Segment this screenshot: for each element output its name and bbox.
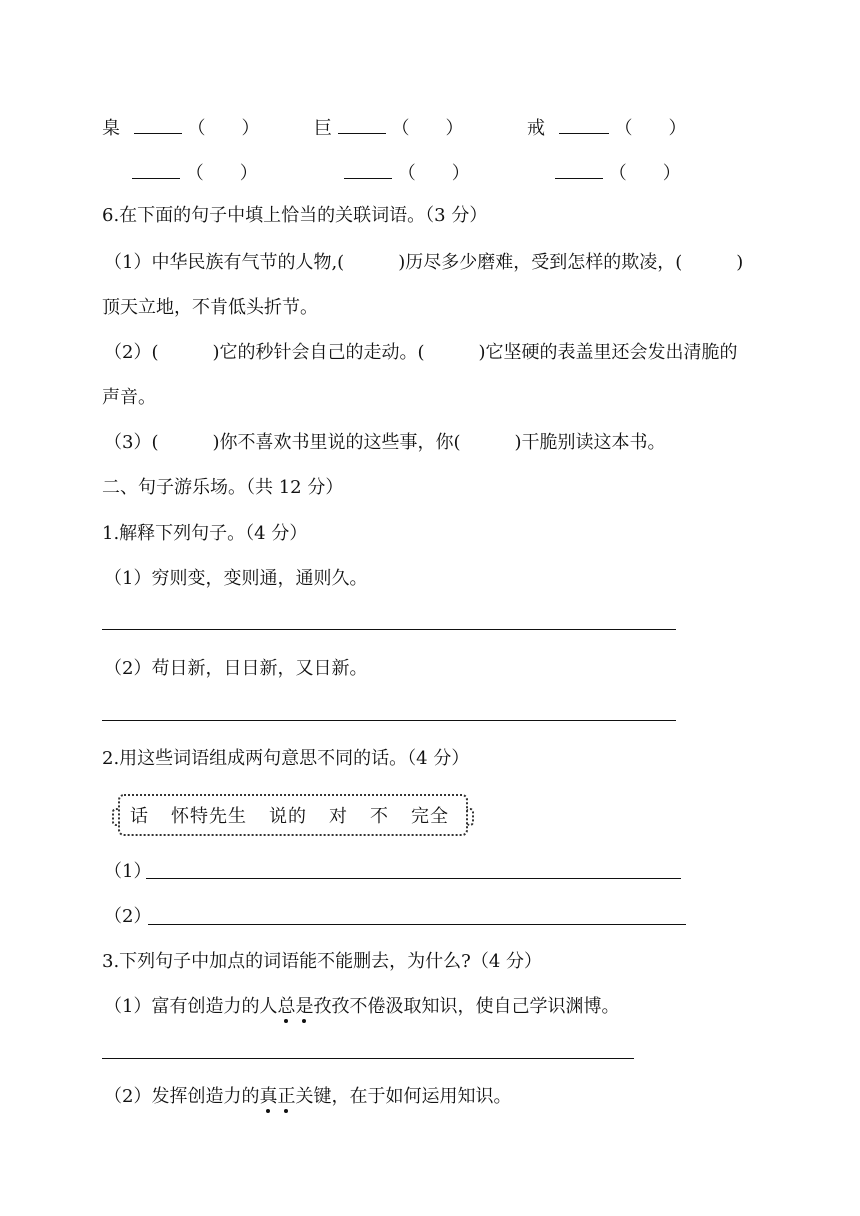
sentence-text: （1）富有创造力的人 xyxy=(104,996,278,1017)
question-3-sentence-1 xyxy=(104,995,619,1019)
answer-label-1: （1） xyxy=(104,861,152,882)
sentence-text: 关键，在于如何运用知识。 xyxy=(295,1086,512,1107)
sentence-text: 孜孜不倦汲取知识，使自己学识渊博。 xyxy=(313,996,620,1017)
answer-blank[interactable] xyxy=(555,160,603,179)
dotted-char: 是 xyxy=(295,996,314,1017)
answer-line-2[interactable] xyxy=(148,924,686,925)
answer-blank[interactable] xyxy=(132,160,180,179)
paren-blank[interactable]: （ ） xyxy=(187,118,260,139)
word-chip: 说的 xyxy=(269,806,307,827)
question-2-title: 2.用这些词语组成两句意思不同的话。（4 分） xyxy=(102,748,470,769)
section-2-title: 二、句子游乐场。（共 12 分） xyxy=(102,477,344,498)
question-6-sentence-3: （3）( )你不喜欢书里说的这些事，你( )干脆别读这本书。 xyxy=(104,432,666,453)
question-6-sentence-1-line-1: （1）中华民族有气节的人物,( )历尽多少磨难，受到怎样的欺凌，( ) xyxy=(104,252,744,273)
word-box xyxy=(118,794,468,836)
dotted-word xyxy=(259,1086,295,1107)
word-chip: 不 xyxy=(370,806,389,827)
question-6-sentence-2-line-2: 声音。 xyxy=(102,387,156,408)
answer-blank[interactable] xyxy=(134,115,182,134)
answer-label-2: （2） xyxy=(104,906,152,927)
answer-line-1[interactable] xyxy=(146,878,681,879)
char-group-2 xyxy=(314,115,463,141)
char-label: 戒 xyxy=(527,118,545,139)
blank-group-2 xyxy=(344,160,470,186)
paren-blank[interactable]: （ ） xyxy=(185,163,258,184)
question-6-title: 6.在下面的句子中填上恰当的关联词语。（3 分） xyxy=(102,205,488,226)
dotted-char: 总 xyxy=(277,996,296,1017)
question-3-title: 3.下列句子中加点的词语能不能删去，为什么?（4 分） xyxy=(102,951,542,972)
question-6-sentence-2-line-1: （2）( )它的秒针会自己的走动。( )它坚硬的表盖里还会发出清脆的 xyxy=(104,342,738,363)
answer-blank[interactable] xyxy=(338,115,386,134)
char-label: 臬 xyxy=(102,118,120,139)
word-chip: 话 xyxy=(130,806,149,827)
dotted-word-text xyxy=(259,1086,295,1107)
char-group-1 xyxy=(102,115,259,141)
word-chip: 对 xyxy=(329,806,348,827)
word-chip: 怀特先生 xyxy=(171,806,247,827)
answer-line[interactable] xyxy=(102,629,676,630)
question-1-sentence-2: （2）苟日新，日日新，又日新。 xyxy=(104,658,368,679)
question-3-sentence-2 xyxy=(104,1085,511,1109)
answer-blank[interactable] xyxy=(344,160,392,179)
paren-blank[interactable]: （ ） xyxy=(391,118,464,139)
blank-group-3 xyxy=(555,160,681,186)
answer-line[interactable] xyxy=(102,720,676,721)
dotted-char: 真 xyxy=(259,1086,278,1107)
dotted-char: 正 xyxy=(277,1086,296,1107)
blank-group-1 xyxy=(132,160,258,186)
question-1-sentence-1: （1）穷则变，变则通，通则久。 xyxy=(104,568,368,589)
answer-blank[interactable] xyxy=(559,115,609,134)
question-6-sentence-1-line-2: 顶天立地，不肯低头折节。 xyxy=(102,297,318,318)
paren-blank[interactable]: （ ） xyxy=(614,118,687,139)
dotted-word xyxy=(277,996,313,1017)
dotted-word-text xyxy=(277,996,313,1017)
question-1-title: 1.解释下列句子。（4 分） xyxy=(102,523,308,544)
sentence-text: （2）发挥创造力的 xyxy=(104,1086,260,1107)
paren-blank[interactable]: （ ） xyxy=(608,163,681,184)
word-chip: 完全 xyxy=(411,806,449,827)
char-label: 巨 xyxy=(314,118,332,139)
paren-blank[interactable]: （ ） xyxy=(397,163,470,184)
char-group-3 xyxy=(527,115,686,141)
answer-line[interactable] xyxy=(102,1058,634,1059)
